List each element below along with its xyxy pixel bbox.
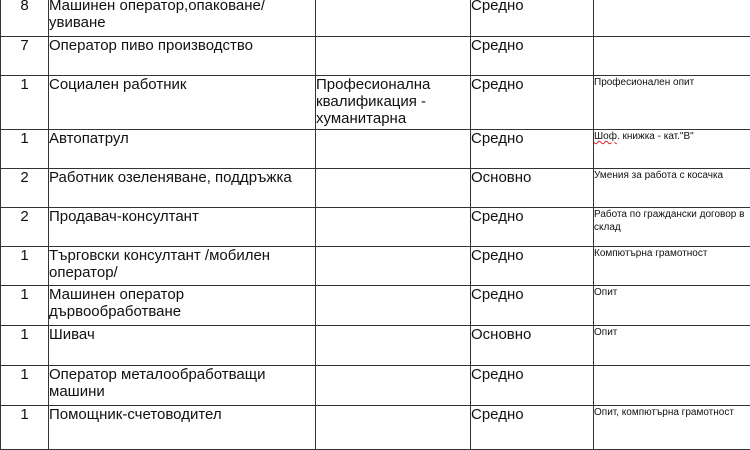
qualification-cell (316, 208, 471, 247)
requirement-cell: Опит (594, 326, 750, 366)
position-cell: Оператор пиво производство (49, 37, 316, 76)
education-cell: Основно (471, 326, 594, 366)
qualification-cell (316, 366, 471, 406)
position-cell: Помощник-счетоводител (49, 406, 316, 450)
education-cell: Средно (471, 0, 594, 37)
requirement-cell (594, 37, 750, 76)
position-cell: Социален работник (49, 76, 316, 130)
table-row (1, 0, 750, 37)
table-row (1, 286, 750, 326)
table-row (1, 169, 750, 208)
position-cell: Автопатрул (49, 130, 316, 169)
count-cell: 1 (1, 366, 49, 406)
education-cell: Средно (471, 406, 594, 450)
requirement-text: . книжка - кат."В" (617, 131, 694, 142)
qualification-cell (316, 326, 471, 366)
qualification-cell (316, 37, 471, 76)
table-row (1, 130, 750, 169)
qualification-cell (316, 406, 471, 450)
requirement-cell: Умения за работа с косачка (594, 169, 750, 208)
qualification-cell (316, 286, 471, 326)
count-cell: 1 (1, 286, 49, 326)
requirement-prefix: Шоф (594, 131, 617, 142)
position-cell: Машинен оператор дървообработване (49, 286, 316, 326)
requirement-cell: Работа по граждански договор в склад (594, 208, 750, 247)
requirement-cell: Опит (594, 286, 750, 326)
qualification-cell (316, 247, 471, 286)
table-row (1, 37, 750, 76)
qualification-cell (316, 169, 471, 208)
table-row (1, 366, 750, 406)
count-cell: 1 (1, 130, 49, 169)
qualification-cell (316, 130, 471, 169)
requirement-cell (594, 130, 750, 169)
count-cell: 8 (1, 0, 49, 37)
count-cell: 1 (1, 76, 49, 130)
count-cell: 1 (1, 326, 49, 366)
table-row (1, 208, 750, 247)
qualification-cell (316, 0, 471, 37)
requirement-cell: Професионален опит (594, 76, 750, 130)
education-cell: Средно (471, 286, 594, 326)
education-cell: Средно (471, 247, 594, 286)
table-row (1, 76, 750, 130)
education-cell: Средно (471, 366, 594, 406)
education-cell: Средно (471, 208, 594, 247)
count-cell: 1 (1, 247, 49, 286)
count-cell: 7 (1, 37, 49, 76)
position-cell: Шивач (49, 326, 316, 366)
position-cell: Работник озеленяване, поддръжка (49, 169, 316, 208)
education-cell: Основно (471, 169, 594, 208)
position-cell: Оператор металообработващи машини (49, 366, 316, 406)
table-row (1, 326, 750, 366)
table-row (1, 406, 750, 450)
requirement-cell (594, 0, 750, 37)
requirement-cell: Компютърна грамотност (594, 247, 750, 286)
requirement-cell: Опит, компютърна грамотност (594, 406, 750, 450)
position-cell: Машинен оператор,опаковане/увиване (49, 0, 316, 37)
education-cell: Средно (471, 37, 594, 76)
education-cell: Средно (471, 130, 594, 169)
table-row (1, 247, 750, 286)
position-cell: Продавач-консултант (49, 208, 316, 247)
qualification-cell: Професионална квалификация - хуманитарна (316, 76, 471, 130)
count-cell: 1 (1, 406, 49, 450)
count-cell: 2 (1, 169, 49, 208)
requirement-cell (594, 366, 750, 406)
count-cell: 2 (1, 208, 49, 247)
position-cell: Търговски консултант /мобилен оператор/ (49, 247, 316, 286)
education-cell: Средно (471, 76, 594, 130)
